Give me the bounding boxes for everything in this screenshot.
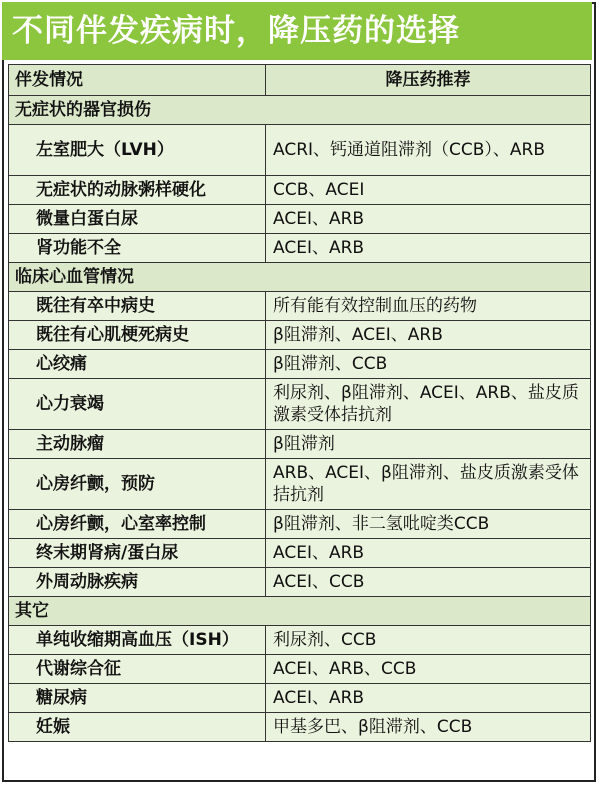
section-row bbox=[9, 263, 591, 292]
condition-cell: 心房纤颤，心室率控制 bbox=[9, 510, 266, 539]
recommendation-cell: ACRI、钙通道阻滞剂（CCB）、ARB bbox=[266, 125, 591, 176]
recommendation-cell: 利尿剂、CCB bbox=[266, 626, 591, 655]
condition-cell: 微量白蛋白尿 bbox=[9, 205, 266, 234]
table-row bbox=[9, 176, 591, 205]
condition-cell: 单纯收缩期高血压（ISH） bbox=[9, 626, 266, 655]
header-recommendation: 降压药推荐 bbox=[266, 65, 591, 96]
recommendation-cell: 利尿剂、β阻滞剂、ACEI、ARB、盐皮质激素受体拮抗剂 bbox=[266, 379, 591, 430]
condition-cell: 既往有卒中病史 bbox=[9, 292, 266, 321]
recommendation-cell: ACEI、CCB bbox=[266, 568, 591, 597]
recommendation-cell: ACEI、ARB bbox=[266, 234, 591, 263]
condition-cell: 心绞痛 bbox=[9, 350, 266, 379]
condition-cell: 妊娠 bbox=[9, 713, 266, 742]
condition-cell: 心房纤颤，预防 bbox=[9, 459, 266, 510]
table-row bbox=[9, 655, 591, 684]
recommendation-cell: CCB、ACEI bbox=[266, 176, 591, 205]
condition-cell: 糖尿病 bbox=[9, 684, 266, 713]
table-row bbox=[9, 626, 591, 655]
table-row bbox=[9, 321, 591, 350]
table-row bbox=[9, 568, 591, 597]
table-row bbox=[9, 430, 591, 459]
condition-cell: 无症状的动脉粥样硬化 bbox=[9, 176, 266, 205]
header-condition: 伴发情况 bbox=[9, 65, 266, 96]
table-row bbox=[9, 684, 591, 713]
recommendation-cell: 所有能有效控制血压的药物 bbox=[266, 292, 591, 321]
page-title: 不同伴发疾病时，降压药的选择 bbox=[12, 13, 460, 49]
section-label: 其它 bbox=[9, 597, 591, 626]
table-row bbox=[9, 125, 591, 176]
condition-cell: 主动脉瘤 bbox=[9, 430, 266, 459]
table-row bbox=[9, 379, 591, 430]
condition-cell: 左室肥大（LVH） bbox=[9, 125, 266, 176]
recommendation-cell: ARB、ACEI、β阻滞剂、盐皮质激素受体拮抗剂 bbox=[266, 459, 591, 510]
section-row bbox=[9, 597, 591, 626]
condition-cell: 既往有心肌梗死病史 bbox=[9, 321, 266, 350]
table-row bbox=[9, 350, 591, 379]
table-header-row bbox=[9, 65, 591, 96]
title-bar bbox=[2, 2, 592, 60]
condition-cell: 代谢综合征 bbox=[9, 655, 266, 684]
recommendation-cell: β阻滞剂、CCB bbox=[266, 350, 591, 379]
recommendation-cell: ACEI、ARB bbox=[266, 539, 591, 568]
condition-cell: 终末期肾病/蛋白尿 bbox=[9, 539, 266, 568]
table-row bbox=[9, 234, 591, 263]
recommendation-cell: ACEI、ARB bbox=[266, 205, 591, 234]
section-row bbox=[9, 96, 591, 125]
condition-cell: 肾功能不全 bbox=[9, 234, 266, 263]
table-row bbox=[9, 539, 591, 568]
recommendation-cell: ACEI、ARB bbox=[266, 684, 591, 713]
recommendation-cell: β阻滞剂、非二氢吡啶类CCB bbox=[266, 510, 591, 539]
table-row bbox=[9, 459, 591, 510]
table-row bbox=[9, 205, 591, 234]
recommendation-cell: β阻滞剂、ACEI、ARB bbox=[266, 321, 591, 350]
recommendation-cell: 甲基多巴、β阻滞剂、CCB bbox=[266, 713, 591, 742]
table-row bbox=[9, 510, 591, 539]
table-row bbox=[9, 713, 591, 742]
section-label: 临床心血管情况 bbox=[9, 263, 591, 292]
condition-cell: 心力衰竭 bbox=[9, 379, 266, 430]
condition-cell: 外周动脉疾病 bbox=[9, 568, 266, 597]
recommendation-table bbox=[8, 64, 591, 742]
table-row bbox=[9, 292, 591, 321]
section-label: 无症状的器官损伤 bbox=[9, 96, 591, 125]
recommendation-cell: ACEI、ARB、CCB bbox=[266, 655, 591, 684]
recommendation-cell: β阻滞剂 bbox=[266, 430, 591, 459]
